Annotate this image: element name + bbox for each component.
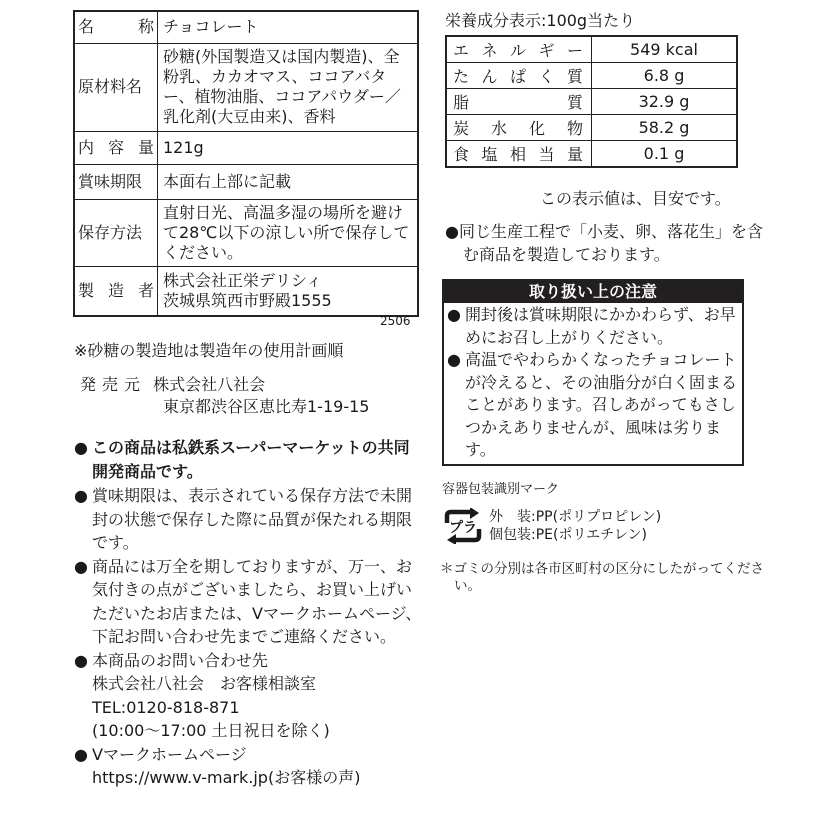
nutrient-label: たんぱく質 (446, 63, 592, 89)
contact-company: 株式会社八社会 お客様相談室 (92, 674, 317, 693)
contact-heading: 本商品のお問い合わせ先 (92, 650, 269, 670)
contact-hours: (10:00～17:00 土日祝日を除く) (92, 721, 330, 740)
manufacturer-address: 茨城県筑西市野殿1555 (163, 290, 332, 310)
caution-header: 取り扱い上の注意 (444, 281, 742, 303)
nutrient-label: 食塩相当量 (446, 141, 592, 168)
table-row (446, 141, 737, 168)
table-row (446, 115, 737, 141)
list-item-homepage (74, 743, 424, 790)
product-info-table (73, 10, 419, 317)
nutrition-title: 栄養成分表示:100g当たり (445, 11, 636, 30)
bullet-icon: ● (447, 305, 461, 324)
value-manufacturer (158, 266, 419, 316)
seller-label: 発売元 (80, 375, 147, 394)
list-item: ● 賞味期限は、表示されている保存方法で未開封の状態で保存した際に品質が保たれる期限です。 (74, 486, 413, 552)
list-item: ● 商品には万全を期しておりますが、万一、お気付きの点がございましたら、お買い上げいただいたお店または、Vマークホームページ、下記お問い合わせ先までご連絡ください。 (74, 556, 422, 646)
nutrient-label: エネルギー (446, 36, 592, 63)
handling-caution-box (442, 279, 744, 466)
label-storage: 保存方法 (74, 199, 158, 266)
list-item-contact (74, 649, 424, 743)
waste-sorting-note: ＊ゴミの分別は各市区町村の区分にしたがってください。 (440, 561, 764, 594)
manufacturer-name: 株式会社正栄デリシィ (163, 270, 323, 290)
list-item: ● 高温でやわらかくなったチョコレートが冷えると、その油脂分が白く固まることがあります。召しあがってもさしつかえありませんが、風味は劣ります。 (447, 350, 738, 459)
table-row (74, 131, 418, 164)
nutrient-value: 0.1 g (592, 141, 738, 168)
nutrient-value: 6.8 g (592, 63, 738, 89)
list-item: ● 開封後は賞味期限にかかわらず、お早めにお召し上がりください。 (447, 305, 736, 347)
table-row (74, 266, 418, 316)
nutrient-value: 32.9 g (592, 89, 738, 115)
bullet-icon: ● (74, 486, 88, 505)
value-name: チョコレート (158, 11, 419, 43)
table-row (446, 36, 737, 63)
outer-packaging: 外 装:PP(ポリプロピレン) (489, 509, 662, 525)
table-row (74, 11, 418, 43)
homepage-url[interactable]: https://www.v-mark.jp(お客様の声) (92, 768, 361, 787)
nutrition-table (445, 35, 738, 168)
seller-address: 東京都渋谷区恵比寿1-19-15 (163, 397, 370, 416)
bullet-icon: ● (74, 650, 88, 670)
bullet-icon: ● (74, 438, 88, 457)
nutrient-label: 脂質 (446, 89, 592, 115)
seller-name: 株式会社八社会 (153, 375, 266, 394)
bullet-icon: ● (74, 556, 88, 576)
seller-block (80, 374, 369, 418)
label-best-before: 賞味期限 (74, 164, 158, 199)
lot-code: 2506 (380, 314, 411, 328)
value-ingredients: 砂糖(外国製造又は国内製造)、全粉乳、カカオマス、ココアバター、植物油脂、ココアパウダー／乳化剤(大豆由来)、香料 (158, 43, 419, 131)
nutrient-label: 炭水化物 (446, 115, 592, 141)
nutrition-footnote: この表示値は、目安です。 (540, 189, 731, 208)
bullet-icon: ● (447, 350, 461, 369)
table-row (446, 89, 737, 115)
nutrient-value: 549 kcal (592, 36, 738, 63)
notice-list (74, 436, 424, 790)
nutrient-value: 58.2 g (592, 115, 738, 141)
table-row (74, 43, 418, 131)
label-manufacturer: 製 造 者 (74, 266, 158, 316)
table-row (74, 164, 418, 199)
packaging-mark-title: 容器包装識別マーク (442, 482, 560, 497)
bullet-icon: ● (74, 744, 88, 764)
contact-phone[interactable]: TEL:0120-818-871 (92, 697, 240, 717)
label-ingredients: 原材料名 (74, 43, 158, 131)
value-storage: 直射日光、高温多湿の場所を避けて28℃以下の涼しい所で保存してください。 (158, 199, 419, 266)
pla-recycle-icon (441, 508, 485, 544)
svg-text:プラ: プラ (449, 520, 477, 536)
value-best-before: 本面右上部に記載 (158, 164, 419, 199)
value-contents: 121g (158, 131, 419, 164)
homepage-heading: Vマークホームページ (92, 744, 247, 764)
inner-packaging: 個包装:PE(ポリエチレン) (489, 527, 648, 543)
label-contents: 内 容 量 (74, 131, 158, 164)
list-item: ● この商品は私鉄系スーパーマーケットの共同開発商品です。 (74, 438, 410, 481)
packaging-materials (489, 508, 661, 544)
label-name: 名 称 (74, 11, 158, 43)
table-row (446, 63, 737, 89)
table-row (74, 199, 418, 266)
sugar-origin-note: ※砂糖の製造地は製造年の使用計画順 (74, 341, 344, 360)
allergen-note: ●同じ生産工程で「小麦、卵、落花生」を含む商品を製造しております。 (445, 222, 763, 264)
